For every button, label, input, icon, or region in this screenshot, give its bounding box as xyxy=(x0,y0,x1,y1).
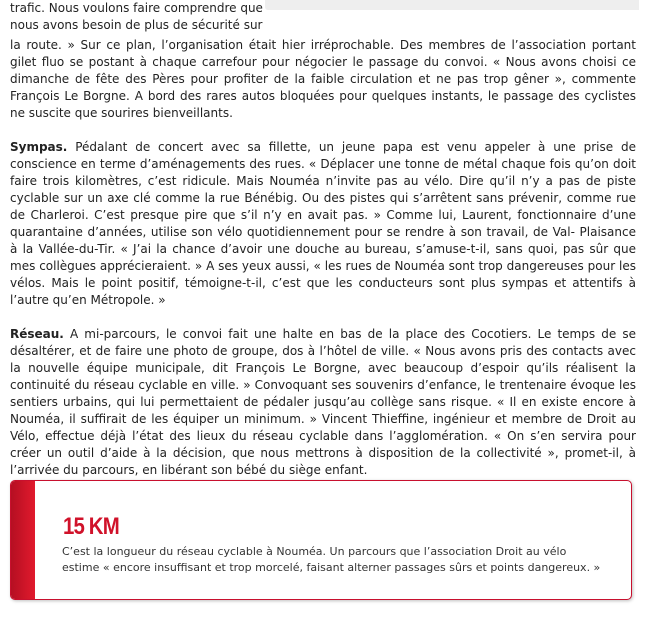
intro-line-2: nous avons besoin de plus de sécurité sur xyxy=(10,18,263,32)
stat-accent-bar xyxy=(11,481,35,599)
sympas-paragraph xyxy=(10,139,636,309)
stat-text: C’est la longueur du réseau cyclable à Nouméa. Un parcours que l’association Droit au vélo estime « encore insuffisant et trop morcelé, faisant alterner passages sûrs et points dangereux. » xyxy=(62,545,601,574)
intro-top xyxy=(10,0,636,54)
reseau-paragraph xyxy=(10,326,636,479)
sympas-lead: Sympas. xyxy=(10,140,68,154)
intro-first-lines xyxy=(10,0,263,34)
article-body xyxy=(10,0,636,479)
reseau-lead: Réseau. xyxy=(10,327,64,341)
stat-box xyxy=(10,480,632,600)
intro-line-1: trafic. Nous voulons faire comprendre que xyxy=(10,1,263,15)
reseau-text: A mi-parcours, le convoi fait une halte en bas de la place des Cocotiers. Le temps de se désaltérer, et de faire une photo de groupe, dos à l’hôtel de ville. « Nous avons pris des contacts avec la nouvelle équipe municipale, dit François Le Borgne, avec beaucoup d’espoir qu’ils réalisent la continuité du réseau cyclable en ville. » Convoquant ses souvenirs d’enfance, le trentenaire évoque les sentiers urbains, qui lui permettaient de pédaler jusqu’au collège sans risque. « Il en existe encore à Nouméa, il suffirait de les équiper un minimum. » Vincent Thieffine, ingénieur et membre de Droit au Vélo, effectue déjà l’état des lieux du réseau cyclable dans l’agglomération. « On s’en servira pour créer un outil d’aide à la décision, que nous mettrons à disposition de la collectivité », promet-il, à l’arrivée du parcours, en libérant son bébé du siège enfant. xyxy=(10,327,636,477)
photo-caption-box xyxy=(265,0,639,10)
sympas-text: Pédalant de concert avec sa fillette, un jeune papa est venu appeler à une prise de conscience en terme d’aménagements des rues. « Déplacer une tonne de métal chaque fois qu’on doit faire trois kilomètres, c’est ridicule. Mais Nouméa n’invite pas au vélo. Dire qu’il n’y a pas de piste cyclable sur un axe clé comme la rue Bénébig. Ou des pistes qui s’arrêtent sans prévenir, comme rue de Charleroi. C’est presque pire que s’il n’y en avait pas. » Comme lui, Laurent, fonctionnaire d’une quarantaine d’années, utilise son vélo quotidiennement pour se rendre à son travail, de Val- Plaisance à la Vallée-du-Tir. « J’ai la chance d’avoir une douche au bureau, s’amuse-t-il, sans quoi, pas sûr que mes collègues apprécieraient. » A ses yeux aussi, « les rues de Nouméa sont trop dangereuses pour les vélos. Mais le point positif, témoigne-t-il, c’est que les conducteurs sont plus sympas et attentifs à l’autre qu’en Métropole. » xyxy=(10,140,636,307)
stat-number: 15 KM xyxy=(63,513,119,540)
intro-paragraph: la route. » Sur ce plan, l’organisation était hier irréprochable. Des membres de l’association portant gilet fluo se postant à chaque carrefour pour négocier le passage du convoi. « Nous avons choisi ce dimanche de fête des Pères pour profiter de la faible circulation et ne pas trop gêner », commente François Le Borgne. A bord des rares autos bloquées pour quelques instants, le passage des cyclistes ne suscite que sourires bienveillants. xyxy=(10,38,636,120)
